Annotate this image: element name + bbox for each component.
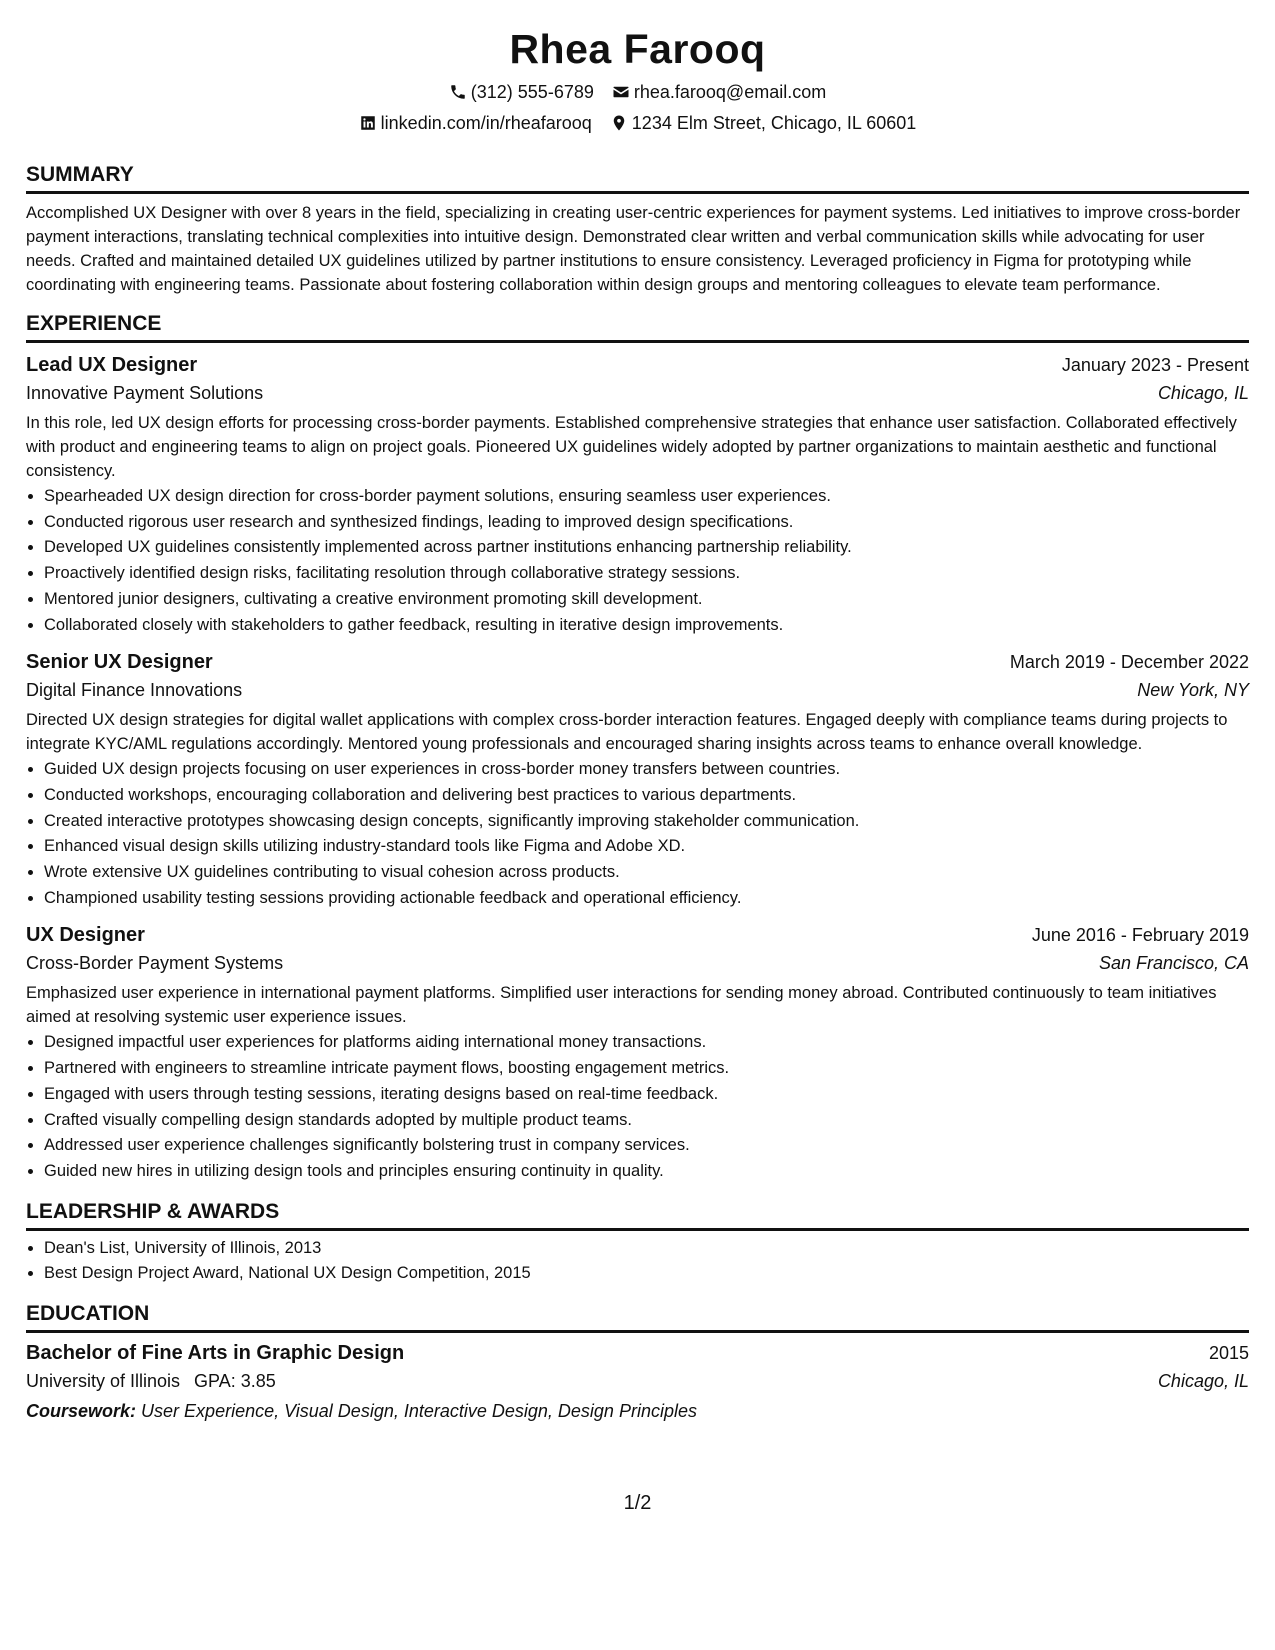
list-item: • Addressed user experience challenges significantly bolstering trust in company services. <box>44 1133 1249 1159</box>
job-dates: March 2019 - December 2022 <box>1009 652 1249 673</box>
degree-title: Bachelor of Fine Arts in Graphic Design <box>26 1342 405 1365</box>
job-entry-2 <box>26 648 1249 911</box>
job-dates: January 2023 - Present <box>1061 355 1249 375</box>
list-item: • Designed impactful user experiences for platforms aiding international money transactions. <box>44 1030 1249 1056</box>
job-entry-3 <box>26 921 1249 1184</box>
contact-row-1 <box>26 80 1249 104</box>
contact-address <box>610 111 917 135</box>
list-item: • Dean's List, University of Illinois, 2013 <box>44 1236 1249 1262</box>
list-item: • Championed usability testing sessions providing actionable feedback and operational efficiency. <box>44 886 1249 912</box>
envelope-icon <box>612 83 630 101</box>
job-title: UX Designer <box>26 924 145 947</box>
candidate-name: Rhea Farooq <box>509 26 766 72</box>
job-company: Innovative Payment Solutions <box>26 383 264 403</box>
summary-section <box>26 162 1249 297</box>
page-number: 1/2 <box>623 1492 652 1514</box>
awards-list <box>26 1236 1249 1287</box>
phone-icon <box>449 83 467 101</box>
list-item: • Wrote extensive UX guidelines contributing to visual cohesion across products. <box>44 860 1249 886</box>
job-company: Cross-Border Payment Systems <box>26 953 284 974</box>
list-item: • Collaborated closely with stakeholders to gather feedback, resulting in iterative design improvements. <box>44 613 1249 639</box>
school-name: University of Illinois <box>26 1371 181 1392</box>
job-header <box>26 921 1249 949</box>
map-pin-icon <box>610 114 628 132</box>
job-description: Emphasized user experience in international payment platforms. Simplified user interactions for sending money abroad. Contributed continuously to team initiatives aimed at resolving systemic user experience issues. <box>26 984 1217 1027</box>
education-section <box>26 1301 1249 1425</box>
job-subheader <box>26 949 1249 977</box>
job-subheader <box>26 676 1249 704</box>
email-text[interactable]: rhea.farooq@email.com <box>633 82 827 102</box>
job-title: Lead UX Designer <box>26 354 198 376</box>
list-item: • Proactively identified design risks, facilitating resolution through collaborative strategy sessions. <box>44 561 1249 587</box>
education-subheader <box>26 1367 1249 1395</box>
list-item: • Guided new hires in utilizing design tools and principles ensuring continuity in quality. <box>44 1159 1249 1185</box>
job-description: In this role, led UX design efforts for processing cross-border payments. Established comprehensive strategies that enhance user satisfaction. Collaborated effectively with product and engineering teams to align on project goals. Pioneered UX guidelines widely adopted by partner organizations to maintain aesthetic and functional consistency. <box>26 414 1237 480</box>
list-item: • Crafted visually compelling design standards adopted by multiple product teams. <box>44 1108 1249 1134</box>
list-item: • Enhanced visual design skills utilizing industry-standard tools like Figma and Adobe XD. <box>44 834 1249 860</box>
job-subheader <box>26 379 1249 407</box>
list-item: • Guided UX design projects focusing on user experiences in cross-border money transfers between countries. <box>44 757 1249 783</box>
section-title-leadership: LEADERSHIP & AWARDS <box>26 1199 1249 1231</box>
job-title: Senior UX Designer <box>26 651 213 674</box>
address-text: 1234 Elm Street, Chicago, IL 60601 <box>631 113 917 133</box>
leadership-section <box>26 1199 1249 1287</box>
job-location: Chicago, IL <box>1157 383 1249 403</box>
coursework-label: Coursework: <box>26 1401 137 1422</box>
job-bullets <box>26 757 1249 911</box>
summary-text: Accomplished UX Designer with over 8 years in the field, specializing in creating user-centric experiences for payment systems. Led initiatives to improve cross-border payment interactions, translating technical complexities into intuitive design. Demonstrated clear written and verbal communication skills while advocating for user needs. Crafted and maintained detailed UX guidelines utilized by partner institutions to ensure consistency. Leveraged proficiency in Figma for prototyping while coordinating with engineering teams. Passionate about fostering collaboration within design groups and mentoring colleagues to elevate team performance. <box>26 204 1241 294</box>
resume-header <box>26 24 1249 135</box>
school-info <box>26 1367 276 1395</box>
list-item: • Engaged with users through testing sessions, iterating designs based on real-time feedback. <box>44 1082 1249 1108</box>
job-description: Directed UX design strategies for digital wallet applications with complex cross-border interaction features. Engaged deeply with compliance teams during projects to integrate KYC/AML regulations accordingly. Mentored young professionals and encouraged sharing insights across teams to enhance overall knowledge. <box>26 711 1228 754</box>
list-item: • Spearheaded UX design direction for cross-border payment solutions, ensuring seamless user experiences. <box>44 484 1249 510</box>
contact-email[interactable] <box>612 80 826 104</box>
job-location: New York, NY <box>1137 680 1249 701</box>
list-item: • Best Design Project Award, National UX Design Competition, 2015 <box>44 1261 1249 1287</box>
gpa: GPA: 3.85 <box>194 1371 276 1392</box>
list-item: • Conducted workshops, encouraging collaboration and delivering best practices to various departments. <box>44 783 1249 809</box>
job-dates: June 2016 - February 2019 <box>1031 925 1249 946</box>
linkedin-icon <box>359 114 377 132</box>
job-header <box>26 648 1249 676</box>
linkedin-text[interactable]: linkedin.com/in/rheafarooq <box>380 113 592 133</box>
list-item: • Mentored junior designers, cultivating a creative environment promoting skill development. <box>44 587 1249 613</box>
experience-section <box>26 311 1249 1185</box>
job-bullets <box>26 484 1249 638</box>
phone-text: (312) 555-6789 <box>470 82 594 102</box>
education-header <box>26 1339 1249 1367</box>
list-item: • Partnered with engineers to streamline intricate payment flows, boosting engagement metrics. <box>44 1056 1249 1082</box>
coursework-list: User Experience, Visual Design, Interactive Design, Design Principles <box>141 1401 697 1422</box>
section-title-experience: EXPERIENCE <box>26 311 1249 343</box>
contact-phone <box>449 80 594 104</box>
job-bullets <box>26 1030 1249 1184</box>
section-title-summary: SUMMARY <box>26 162 1249 194</box>
job-company: Digital Finance Innovations <box>26 680 243 701</box>
list-item: • Developed UX guidelines consistently implemented across partner institutions enhancing partnership reliability. <box>44 535 1249 561</box>
coursework <box>26 1397 1249 1425</box>
list-item: • Conducted rigorous user research and synthesized findings, leading to improved design specifications. <box>44 510 1249 536</box>
contact-row-2 <box>26 111 1249 135</box>
job-location: San Francisco, CA <box>1098 953 1249 974</box>
list-item: • Created interactive prototypes showcasing design concepts, significantly improving stakeholder communication. <box>44 809 1249 835</box>
section-title-education: EDUCATION <box>26 1301 1249 1333</box>
graduation-year: 2015 <box>1208 1343 1249 1364</box>
job-header <box>26 351 1249 379</box>
contact-linkedin[interactable] <box>359 111 592 135</box>
job-entry-1 <box>26 351 1249 638</box>
school-location: Chicago, IL <box>1157 1371 1249 1392</box>
